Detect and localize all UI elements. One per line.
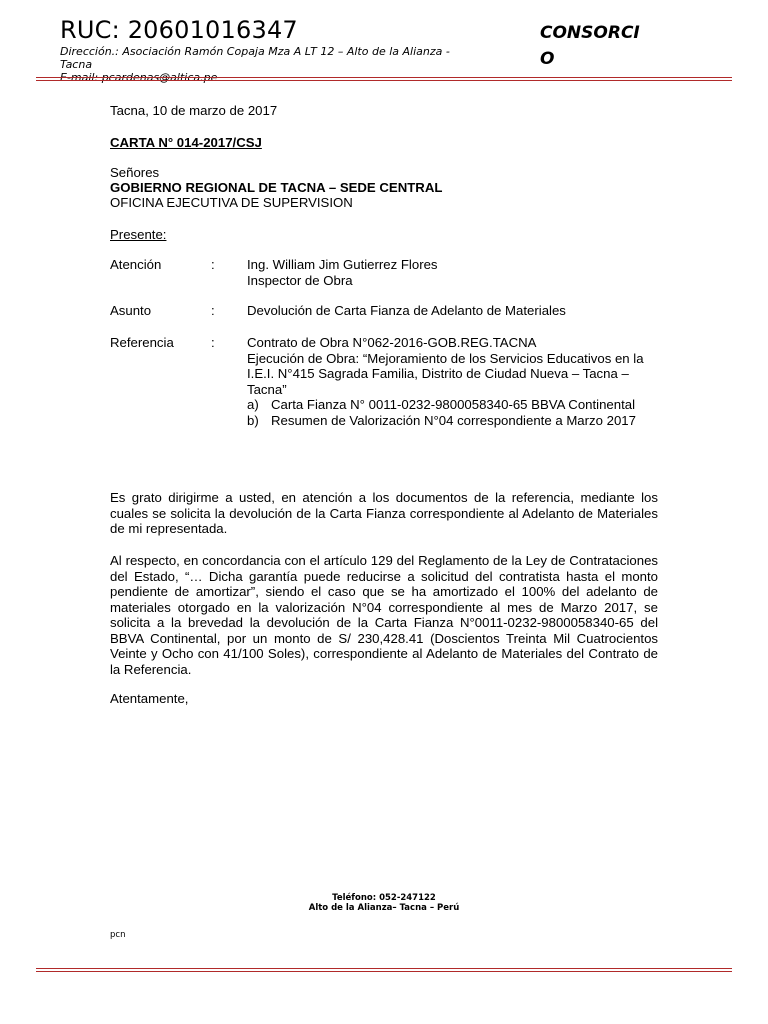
recipient-name: GOBIERNO REGIONAL DE TACNA – SEDE CENTRAL [110, 180, 443, 195]
attention-person: Ing. William Jim Gutierrez Flores [247, 257, 438, 272]
letter-date: Tacna, 10 de marzo de 2017 [110, 103, 278, 118]
attention-role: Inspector de Obra [247, 272, 353, 288]
body-paragraph-2: Al respecto, en concordancia con el artículo 129 del Reglamento de la Ley de Contrataciones del Estado, “… Dicha garantía puede reducirse a solicitud del contratista hasta el monto pendiente de amortizar”, siendo el caso que se ha amortizado el 100% del adelanto de materiales otorgado en la valorización N°04 correspondiente al mes de Marzo 2017, se solicita a la brevedad la devolución de la Carta Fianza N°0011-0232-9800058340-65 del BBVA Continental, por un monto de S/ 230,428.41 (Doscientos Treinta Mil Cuatrocientos Veinte y Ocho con 41/100 Soles), correspondiente al Adelanto de Materiales del Contrato de la Referencia. [110, 553, 658, 677]
reference-block [247, 335, 657, 428]
footer-phone: Teléfono: 052-247122 [332, 893, 436, 903]
reference-contract: Contrato de Obra N°062-2016-GOB.REG.TACNA [247, 335, 537, 350]
salutation: Señores [110, 165, 160, 180]
attention-label: Atención [110, 257, 162, 272]
list-marker: b) [247, 412, 259, 428]
list-item-text: Carta Fianza N° 0011-0232-9800058340-65 BBVA Continental [271, 397, 636, 412]
ruc-number: RUC: 20601016347 [60, 16, 298, 44]
attention-value [247, 257, 657, 288]
presente-line: Presente: [110, 227, 167, 242]
footer-initials: pcn [110, 930, 126, 940]
list-item-text: Resumen de Valorización N°04 correspondiente a Marzo 2017 [271, 412, 636, 428]
reference-label: Referencia [110, 335, 174, 350]
recipient-office: OFICINA EJECUTIVA DE SUPERVISION [110, 195, 353, 210]
company-name: CONSORCI O [540, 23, 640, 69]
attention-colon: : [211, 257, 215, 272]
letter-number: CARTA N° 014-2017/CSJ [110, 135, 262, 150]
company-email: E-mail: pcardenas@altica.pe [60, 71, 218, 84]
header-address-block [60, 45, 480, 84]
company-address: Dirección.: Asociación Ramón Copaja Mza A LT 12 – Alto de la Alianza -Tacna [60, 45, 450, 71]
subject-colon: : [211, 303, 215, 318]
closing: Atentamente, [110, 691, 189, 706]
subject-label: Asunto [110, 303, 152, 318]
reference-list [247, 397, 657, 428]
subject-value: Devolución de Carta Fianza de Adelanto de Materiales [247, 303, 566, 318]
footer-location: Alto de la Alianza– Tacna – Perú [308, 903, 460, 913]
reference-colon: : [211, 335, 215, 350]
reference-execution: Ejecución de Obra: “Mejoramiento de los Servicios Educativos en la I.E.I. N°415 Sagrada Familia, Distrito de Ciudad Nueva – Tacna – Tacna” [247, 350, 644, 397]
list-item [247, 397, 657, 413]
list-item [247, 413, 657, 429]
list-marker: a) [247, 397, 259, 412]
body-paragraph-1: Es grato dirigirme a usted, en atención a los documentos de la referencia, mediante los cuales se solicita la devolución de la Carta Fianza correspondiente al Adelanto de Materiales de mi representada. [110, 490, 658, 536]
